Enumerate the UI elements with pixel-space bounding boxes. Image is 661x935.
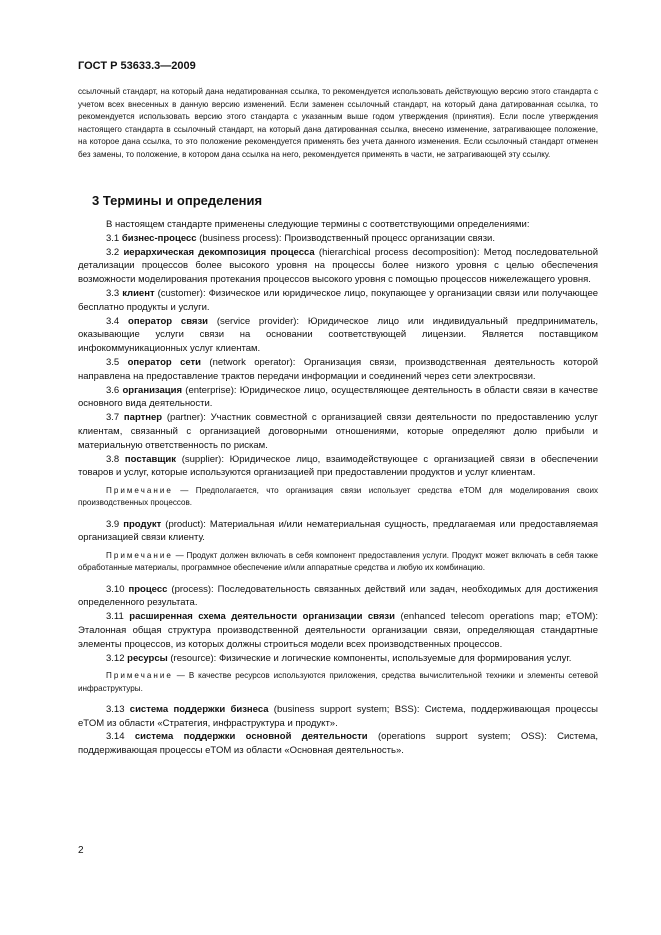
term-text: (resource): Физические и логические компоненты, используемые для формирования услуг.	[170, 652, 572, 664]
term-text: (business support system; BSS): Система, поддерживающая процессы eTOM из области «Стратегия, инфраструктура и продукт».	[78, 703, 599, 729]
term-definition	[78, 356, 598, 384]
lead-paragraph: В настоящем стандарте применены следующие термины с соответствующими определениями:	[106, 219, 530, 230]
term-text: (partner): Участник совместной с организацией связи деятельности по предоставлению услуг клиентам, связанный с организацией договорными отношениями, которые определяют долю прибыли и материальную ответственность по рискам.	[78, 412, 599, 451]
term-number: 3.6	[106, 384, 120, 396]
term-text: (customer): Физическое или юридическое лицо, покупающее у организации связи или получающее бесплатно продукты и услуги.	[78, 287, 599, 313]
term-definition	[78, 384, 598, 412]
term-name: расширенная схема деятельности организации связи	[129, 611, 395, 623]
term-definition	[78, 583, 598, 611]
term-name: оператор связи	[128, 315, 209, 327]
term-definition	[78, 610, 598, 651]
note-label: Примечание	[106, 671, 173, 681]
term-name: оператор сети	[127, 356, 201, 368]
note-label: Примечание	[106, 551, 173, 561]
term-number: 3.5	[106, 356, 120, 368]
term-number: 3.12	[106, 652, 125, 664]
term-number: 3.2	[106, 246, 120, 258]
term-name: поставщик	[124, 453, 177, 465]
term-text: (enterprise): Юридическое лицо, осуществляющее деятельность в области связи в качестве основного вида деятельности.	[78, 384, 598, 410]
term-definition	[78, 232, 598, 246]
note-text: — В качестве ресурсов используются приложения, средства вычислительной техники и элементы сетевой инфраструктуры.	[78, 671, 599, 693]
term-note	[78, 670, 598, 694]
term-name: партнер	[123, 412, 163, 424]
note-text: — Предполагается, что организация связи использует средства еТОМ для моделирования своих производственных процессов.	[78, 486, 599, 508]
document-header: ГОСТ Р 53633.3—2009	[78, 60, 196, 72]
term-note	[78, 550, 598, 574]
term-note	[78, 485, 598, 509]
term-definition	[78, 411, 598, 452]
term-definition	[78, 518, 598, 546]
term-definition	[78, 730, 598, 758]
intro-paragraph	[78, 86, 598, 161]
term-name: ресурсы	[127, 652, 168, 664]
term-definition	[78, 453, 598, 481]
terms-list	[78, 232, 598, 758]
term-text: (enhanced telecom operations map; eTOM): Эталонная общая структура производственной деятельности организации связи, определяющая стандартные элементы процессов, из которых должны строиться модели всех производственных процессов.	[78, 611, 598, 650]
term-number: 3.1	[106, 232, 120, 244]
note-text: — Продукт должен включать в себя компонент предоставления услуги. Продукт может включать в себя также обработанные материалы, программное обеспечение и/или аппаратные средства и любую их комбинацию.	[78, 551, 599, 573]
term-definition	[78, 287, 598, 315]
term-number: 3.14	[106, 731, 125, 743]
term-definition	[78, 703, 598, 731]
terms-body	[78, 218, 598, 758]
term-text: (hierarchical process decomposition): Метод последовательной детализации процессов более высокого уровня на процессы более низкого уровня с целью обеспечения возможности моделирования протекания процессов высокого уровня с помощью процессов нижележащего уровня.	[78, 246, 598, 286]
term-text: (supplier): Юридическое лицо, взаимодействующее с организацией связи в обеспечении товаров и услуг, которые используются организацией при предоставлении продуктов и услуг клиентам.	[78, 453, 599, 479]
note-label: Примечание	[106, 486, 173, 496]
term-number: 3.11	[106, 611, 124, 623]
term-name: организация	[122, 384, 183, 396]
term-name: иерархическая декомпозиция процесса	[123, 246, 315, 258]
term-text: (service provider): Юридическое лицо или индивидуальный предприниматель, оказывающие услуги связи на основании соответствующей лицензии. Является поставщиком инфокоммуникационных услуг клиентам.	[78, 315, 599, 355]
page-number: 2	[78, 845, 84, 856]
term-text: (product): Материальная и/или нематериальная сущность, предлагаемая или предоставляемая организацией связи клиенту.	[78, 518, 599, 544]
term-definition	[78, 246, 598, 287]
term-text: (business process): Производственный процесс организации связи.	[199, 232, 495, 244]
term-number: 3.13	[106, 703, 125, 715]
term-number: 3.9	[106, 518, 120, 530]
term-text: (network operator): Организация связи, производственная деятельность которой направлена на предоставление трактов передачи информации и соединений через сети электросвязи.	[78, 356, 599, 382]
term-text: (process): Последовательность связанных действий или задач, необходимых для достижения определенного результата.	[78, 583, 599, 609]
term-number: 3.10	[106, 583, 125, 595]
term-number: 3.3	[106, 287, 120, 299]
term-name: продукт	[123, 518, 162, 530]
term-name: процесс	[128, 583, 168, 595]
intro-text: ссылочный стандарт, на который дана недатированная ссылка, то рекомендуется использовать действующую версию этого стандарта с учетом всех внесенных в данную версию изменений. Если заменен ссылочный стандарт, на который дана датированная ссылка, то рекомендуется использовать версию этого стандарта с указанным выше годом утверждения (принятия). Если после утверждения настоящего стандарта в ссылочный стандарт, на который дана датированная ссылка, внесено изменение, затрагивающее положение, на которое дана ссылка, то это положение рекомендуется применять без учета данного изменения. Если ссылочный стандарт отменен без замены, то положение, в котором дана ссылка на него, рекомендуется применять в части, не затрагивающей эту ссылку.	[78, 87, 598, 159]
term-name: бизнес-процесс	[121, 232, 197, 244]
term-name: клиент	[122, 287, 155, 299]
term-number: 3.8	[106, 453, 120, 465]
section-title: 3 Термины и определения	[92, 193, 263, 208]
term-definition	[78, 652, 598, 666]
term-number: 3.4	[106, 315, 120, 327]
term-definition	[78, 315, 598, 356]
term-name: система поддержки основной деятельности	[134, 731, 368, 743]
term-text: (operations support system; OSS): Система, поддерживающая процессы eTOM из области «Основная деятельность».	[78, 731, 599, 757]
term-number: 3.7	[106, 412, 120, 424]
term-name: система поддержки бизнеса	[129, 703, 269, 715]
